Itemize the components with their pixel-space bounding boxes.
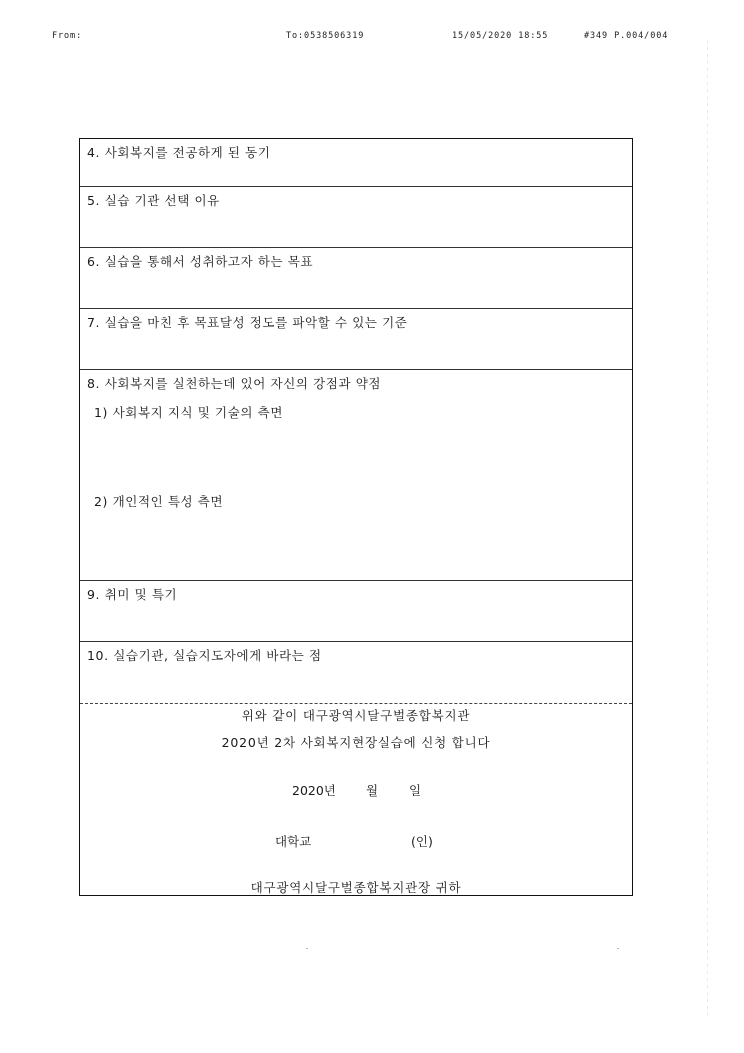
school-label: 대학교 xyxy=(275,834,312,849)
signature-row xyxy=(80,832,632,850)
scan-speck xyxy=(617,948,619,949)
fax-header xyxy=(0,31,744,45)
seal-mark: (인) xyxy=(411,834,433,849)
date-month: 월 xyxy=(366,783,379,798)
question-label: 9. 취미 및 특기 xyxy=(87,587,178,602)
fax-to: To:0538506319 xyxy=(286,31,365,41)
question-label: 7. 실습을 마친 후 목표달성 정도를 파악할 수 있는 기준 xyxy=(87,315,408,330)
scan-edge-noise xyxy=(707,40,708,1020)
application-form xyxy=(79,138,633,896)
addressee: 대구광역시달구벌종합복지관장 귀하 xyxy=(250,880,462,895)
question-label: 10. 실습기관, 실습지도자에게 바라는 점 xyxy=(87,648,322,663)
section-q5 xyxy=(80,187,632,248)
date-year: 2020년 xyxy=(292,783,336,798)
closing-line-1: 위와 같이 대구광역시달구벌종합복지관 xyxy=(241,708,471,723)
date-day: 일 xyxy=(409,783,422,798)
section-q4 xyxy=(80,139,632,187)
question-label: 4. 사회복지를 전공하게 된 동기 xyxy=(87,145,271,160)
scan-speck xyxy=(306,948,308,949)
sub-question-personal: 2) 개인적인 특성 측면 xyxy=(94,494,224,509)
fax-datetime: 15/05/2020 18:55 xyxy=(452,31,549,41)
section-q10 xyxy=(80,642,632,704)
sub-question-knowledge: 1) 사회복지 지식 및 기술의 측면 xyxy=(94,405,283,420)
fax-from: From: xyxy=(52,31,83,41)
section-q8 xyxy=(80,370,632,581)
closing-line-2: 2020년 2차 사회복지현장실습에 신청 합니다 xyxy=(221,735,491,750)
date-row xyxy=(80,781,632,799)
section-q7 xyxy=(80,309,632,370)
question-label: 8. 사회복지를 실천하는데 있어 자신의 강점과 약점 xyxy=(87,376,382,391)
section-q9 xyxy=(80,581,632,642)
section-q6 xyxy=(80,248,632,309)
fax-page: #349 P.004/004 xyxy=(584,31,669,41)
question-label: 5. 실습 기관 선택 이유 xyxy=(87,193,220,208)
question-label: 6. 실습을 통해서 성취하고자 하는 목표 xyxy=(87,254,314,269)
closing-block xyxy=(80,704,632,897)
